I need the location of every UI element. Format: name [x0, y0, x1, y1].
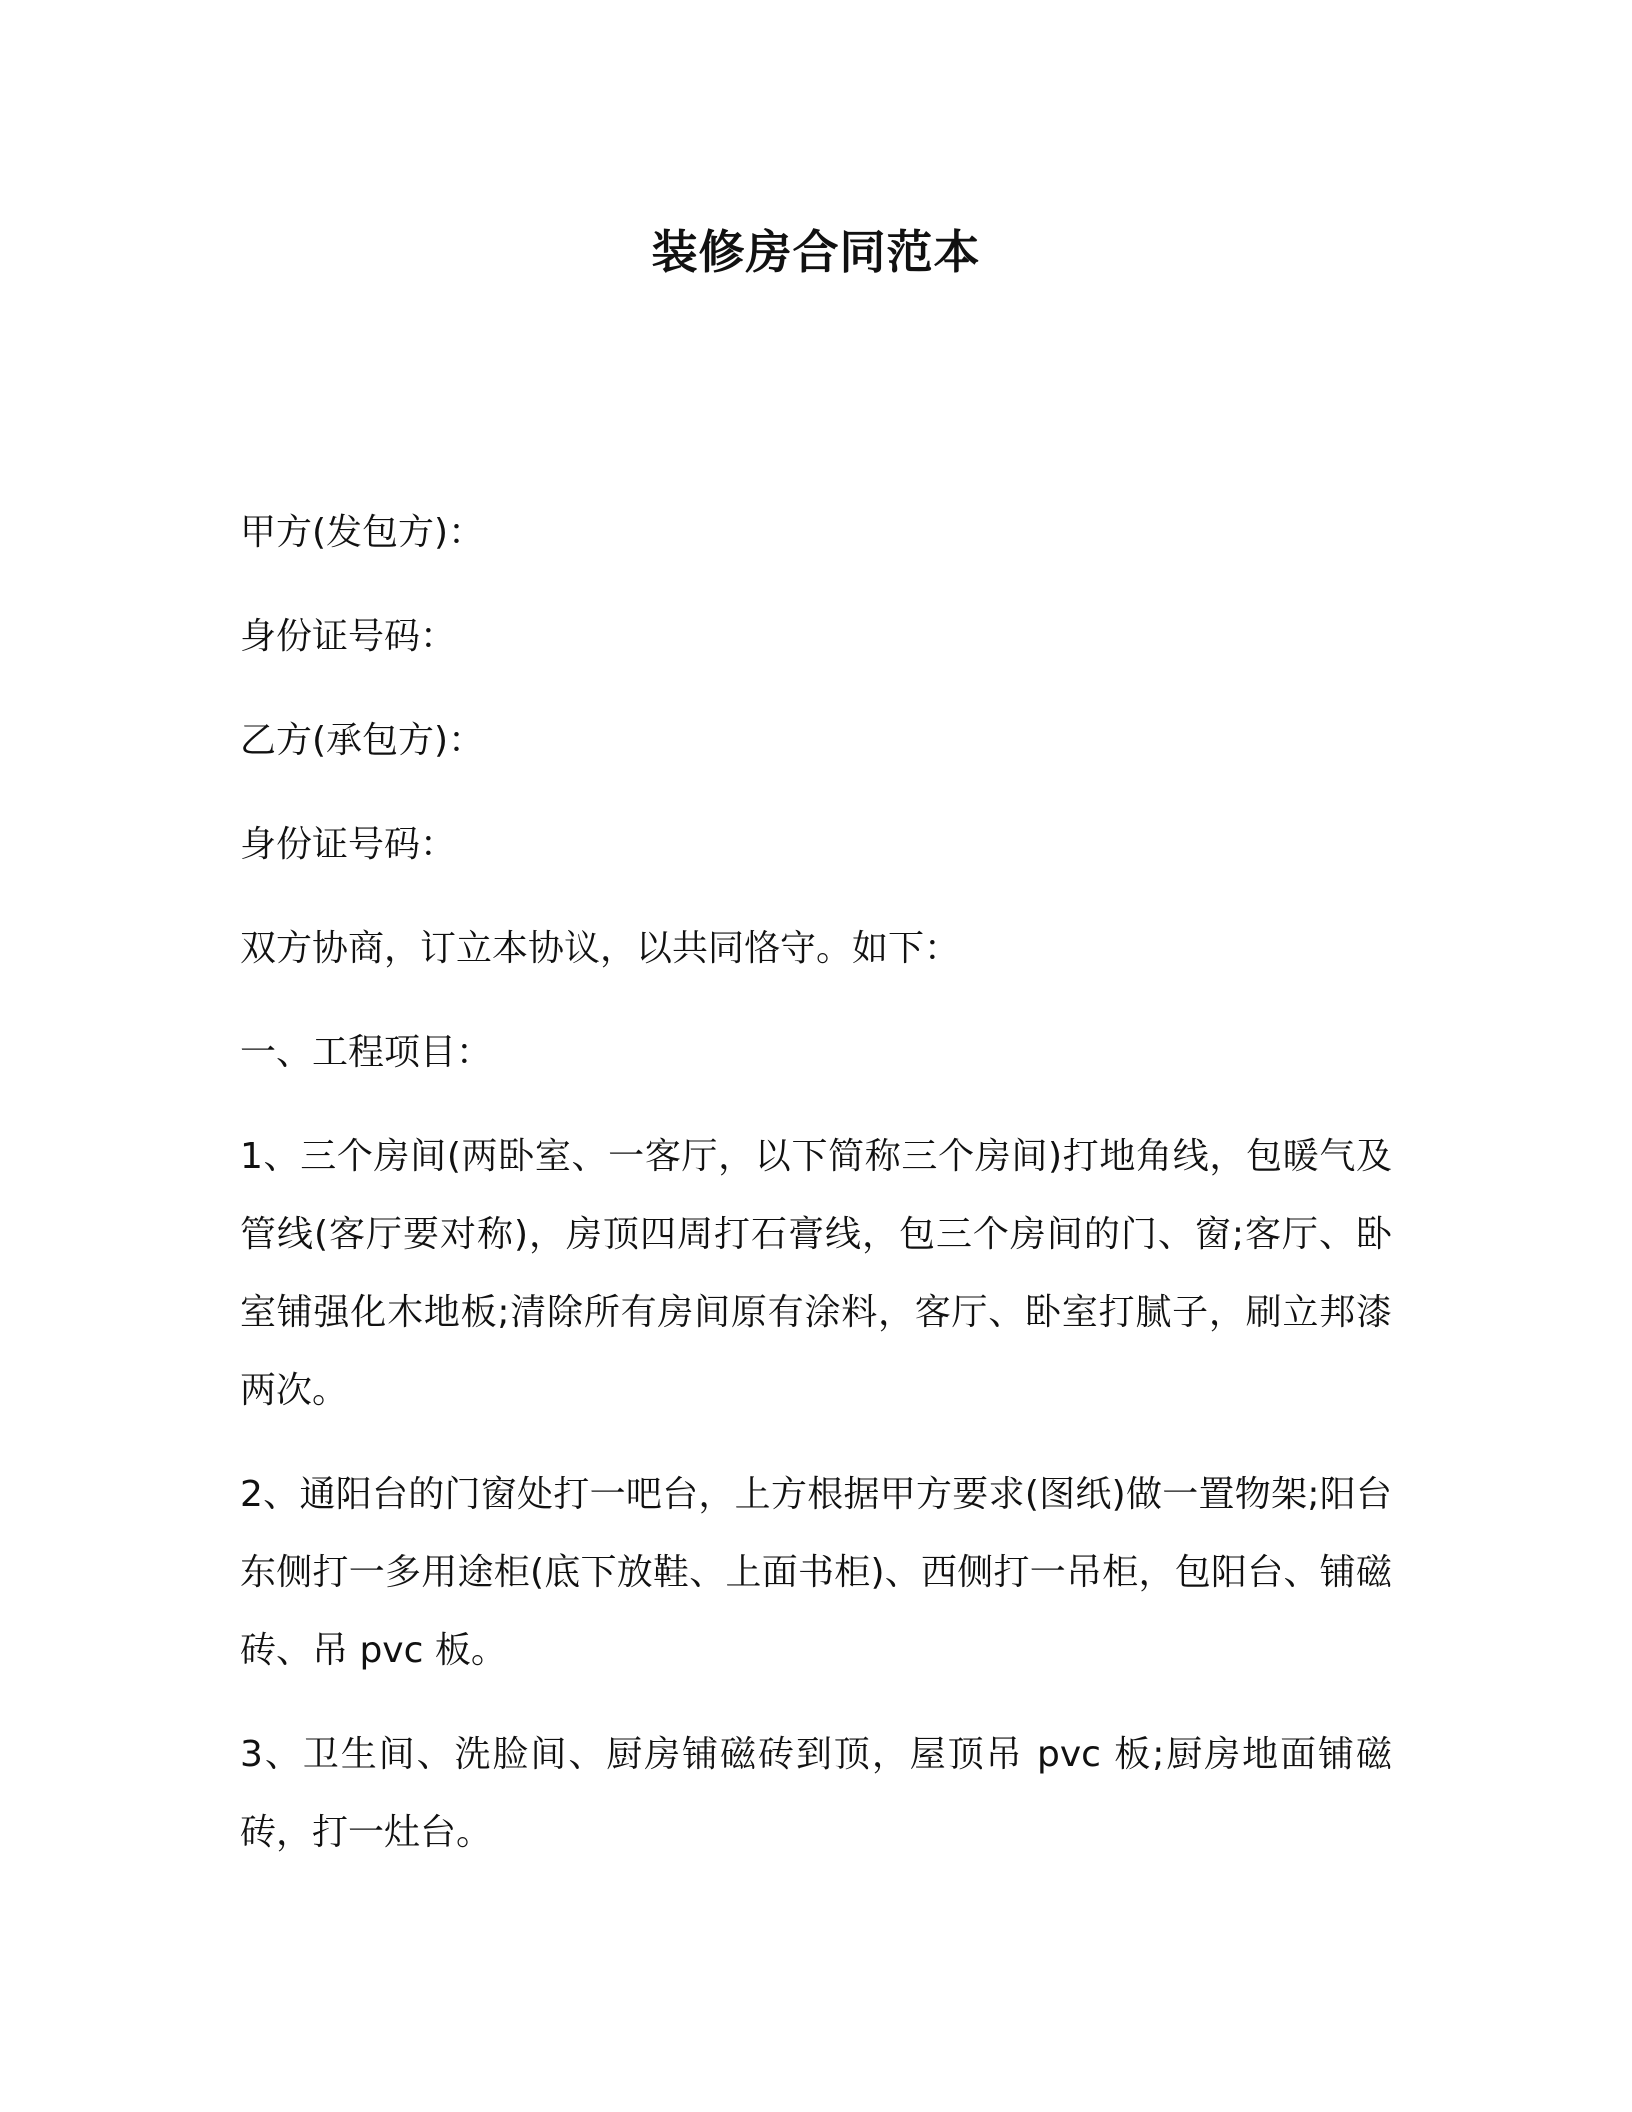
- item-3: 3、卫生间、洗脸间、厨房铺磁砖到顶，屋顶吊 pvc 板;厨房地面铺磁砖，打一灶台。: [240, 1734, 1392, 1853]
- document-body: [240, 494, 1392, 1898]
- section-heading: 一、工程项目：: [240, 1032, 493, 1073]
- party-a-field: 甲方(发包方)：: [240, 512, 485, 553]
- item-1: 1、三个房间(两卧室、一客厅，以下简称三个房间)打地角线，包暖气及管线(客厅要对称)，房顶四周打石膏线，包三个房间的门、窗;客厅、卧室铺强化木地板;清除所有房间原有涂料，客厅、卧室打腻子，刷立邦漆两次。: [240, 1136, 1392, 1411]
- party-b-field: 乙方(承包方)：: [240, 720, 485, 761]
- preamble: 双方协商，订立本协议，以共同恪守。如下：: [240, 928, 961, 969]
- item-2: 2、通阳台的门窗处打一吧台，上方根据甲方要求(图纸)做一置物架;阳台东侧打一多用途柜(底下放鞋、上面书柜)、西侧打一吊柜，包阳台、铺磁砖、吊 pvc 板。: [240, 1474, 1392, 1671]
- party-b-id-field: 身份证号码：: [240, 824, 457, 865]
- document-title: 装修房合同范本: [651, 225, 981, 279]
- party-a-id-field: 身份证号码：: [240, 616, 457, 657]
